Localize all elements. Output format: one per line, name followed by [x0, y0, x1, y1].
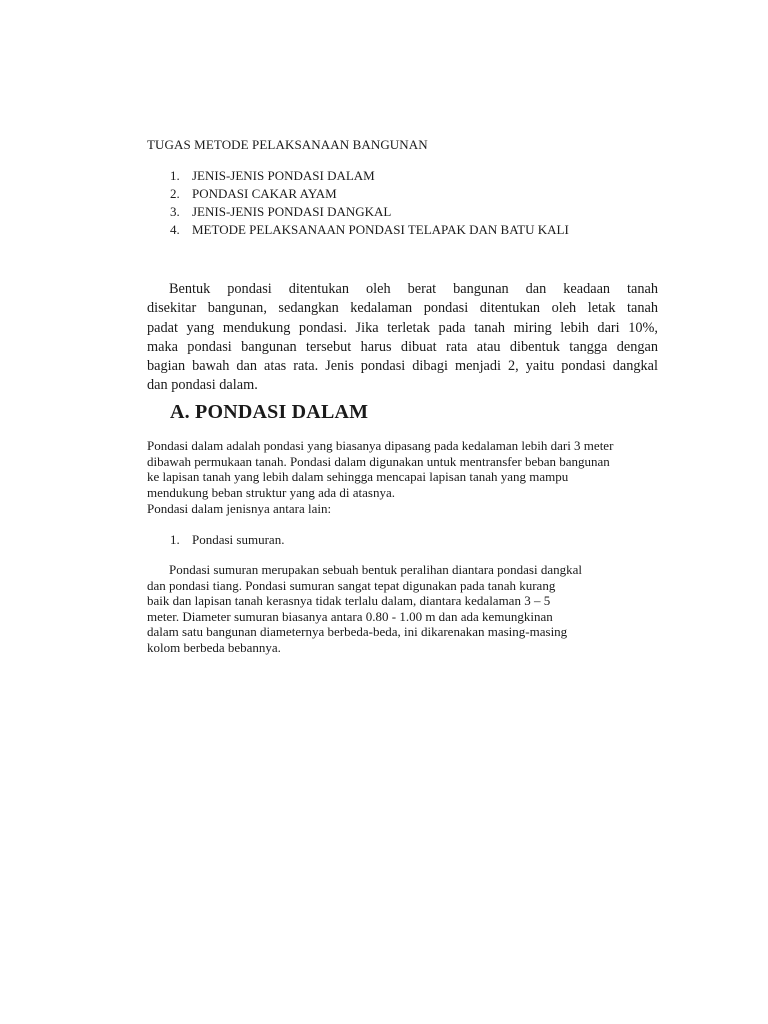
sub-item-number: 1.	[170, 532, 180, 547]
topic-list-item	[170, 167, 569, 185]
topic-number: 4.	[170, 222, 180, 237]
topic-list	[170, 167, 569, 239]
paragraph-line: dibawah permukaan tanah. Pondasi dalam digunakan untuk mentransfer beban bangunan	[147, 453, 610, 469]
topic-number: 2.	[170, 186, 180, 201]
intro-line: dan pondasi dalam.	[147, 377, 258, 394]
intro-line: disekitar bangunan, sedangkan kedalaman pondasi ditentukan oleh letak tanah	[147, 300, 658, 317]
topic-label: PONDASI CAKAR AYAM	[192, 186, 337, 201]
intro-paragraph	[147, 280, 658, 396]
paragraph-line: dalam satu bangunan diameternya berbeda-beda, ini dikarenakan masing-masing	[147, 624, 568, 640]
paragraph-line: baik dan lapisan tanah kerasnya tidak terlalu dalam, diantara kedalaman 3 – 5	[147, 593, 551, 609]
topic-label: METODE PELAKSANAAN PONDASI TELAPAK DAN BATU KALI	[192, 222, 569, 237]
intro-line: bagian bawah dan atas rata. Jenis pondasi dibagi menjadi 2, yaitu pondasi dangkal	[147, 358, 658, 375]
paragraph-line: Pondasi sumuran merupakan sebuah bentuk peralihan diantara pondasi dangkal	[169, 562, 582, 577]
paragraph-line: kolom berbeda bebannya.	[147, 639, 281, 655]
paragraph-line: meter. Diameter sumuran biasanya antara 0.80 - 1.00 m dan ada kemungkinan	[147, 608, 553, 624]
pondasi-dalam-paragraph	[147, 438, 667, 500]
topic-number: 3.	[170, 204, 180, 219]
paragraph-line: Pondasi dalam adalah pondasi yang biasanya dipasang pada kedalaman lebih dari 3 meter	[147, 438, 614, 453]
sub-list-item	[170, 532, 284, 548]
sub-item-label: Pondasi sumuran.	[192, 532, 285, 547]
section-heading: A. PONDASI DALAM	[170, 401, 369, 423]
topic-label: JENIS-JENIS PONDASI DALAM	[192, 168, 375, 183]
intro-line: Bentuk pondasi ditentukan oleh berat bangunan dan keadaan tanah	[169, 281, 658, 297]
topic-number: 1.	[170, 168, 180, 183]
topic-list-item	[170, 185, 569, 203]
paragraph-line: mendukung beban struktur yang ada di atasnya.	[147, 484, 396, 500]
topic-list-item	[170, 221, 569, 239]
topic-label: JENIS-JENIS PONDASI DANGKAL	[192, 204, 392, 219]
sumuran-paragraph	[147, 562, 647, 656]
document-title: TUGAS METODE PELAKSANAAN BANGUNAN	[147, 137, 428, 152]
paragraph-line: ke lapisan tanah yang lebih dalam sehingga mencapai lapisan tanah yang mampu	[147, 469, 569, 485]
intro-line: padat yang mendukung pondasi. Jika terletak pada tanah miring lebih dari 10%,	[147, 319, 658, 336]
topic-list-item	[170, 203, 569, 221]
intro-line: maka pondasi bangunan tersebut harus dibuat rata atau dibentuk tangga dengan	[147, 338, 658, 355]
paragraph-line: dan pondasi tiang. Pondasi sumuran sangat tepat digunakan pada tanah kurang	[147, 577, 556, 593]
jenis-intro-text: Pondasi dalam jenisnya antara lain:	[147, 501, 332, 516]
